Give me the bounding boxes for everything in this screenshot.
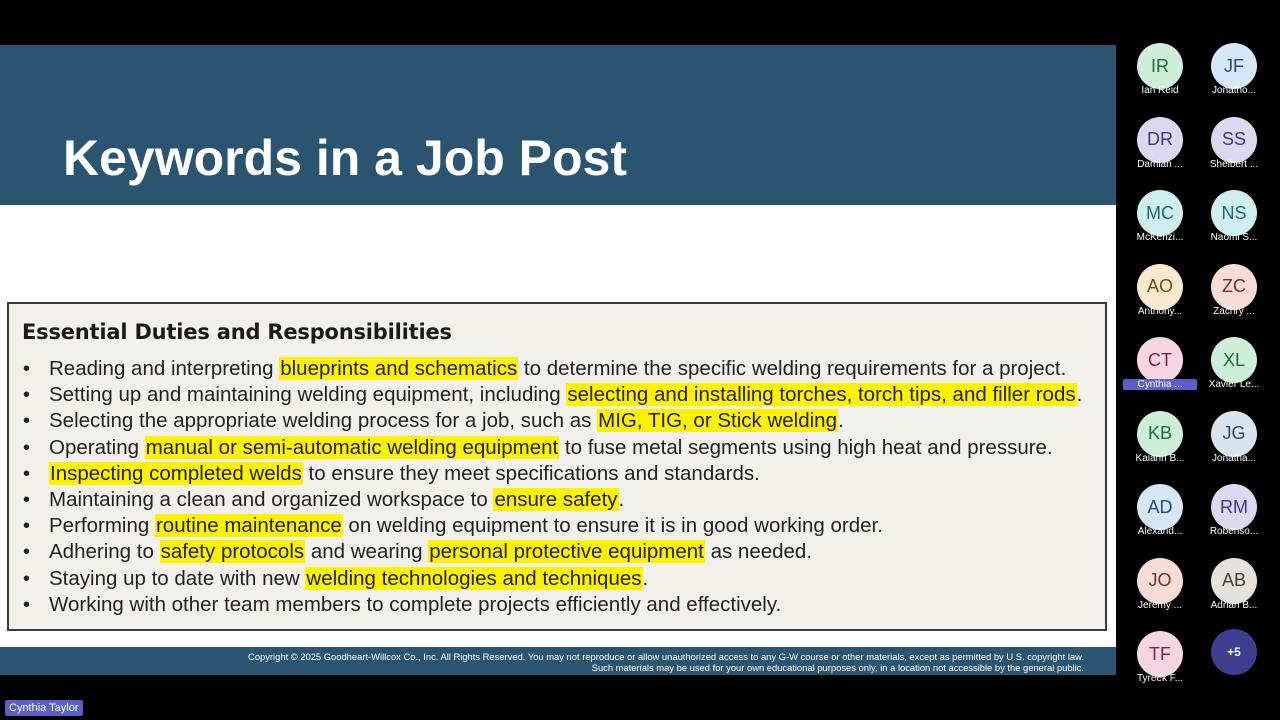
participant-name: Adrian B...: [1210, 599, 1258, 611]
participant-name: Alexand...: [1137, 526, 1183, 537]
duty-text: Working with other team members to complete projects efficiently and effectively.: [49, 592, 782, 616]
duty-item: [23, 566, 1082, 592]
participant-name: Tyreek F...: [1136, 673, 1184, 684]
participant-tile[interactable]: [1195, 147, 1273, 243]
participant-avatar: XL: [1211, 337, 1257, 383]
participant-name: Jonatho...: [1212, 85, 1256, 96]
participant-avatar: CT: [1137, 337, 1183, 383]
duty-text: .: [618, 487, 625, 511]
copyright-line-1: Copyright © 2025 Goodheart-Willcox Co., Inc. All Rights Reserved. You may not reproduce or allow unauthorized access to any G-W course or other materials, except as permitted by U.S. copyright law.: [248, 651, 1084, 662]
duty-text: Staying up to date with new: [49, 566, 306, 590]
duties-list: [23, 356, 1082, 618]
participant-tile[interactable]: [1121, 221, 1199, 317]
participant-avatar: ZC: [1211, 264, 1257, 310]
participant-avatar: JO: [1137, 558, 1183, 604]
participant-name: Zachry ...: [1213, 305, 1255, 317]
duty-text: Setting up and maintaining welding equipment, including: [49, 383, 567, 407]
duty-text: to determine the specific welding requirements for a project.: [518, 357, 1067, 380]
duty-item: [23, 592, 1082, 618]
copyright-line-2: Such materials may be used for your own educational purposes only, in a location not accessible by the general public.: [591, 662, 1084, 673]
participant-tile[interactable]: [1195, 0, 1273, 96]
highlighted-keyword: personal protective equipment: [429, 540, 704, 564]
participants-panel: [1116, 0, 1280, 720]
participant-avatar: DR: [1137, 117, 1183, 163]
participant-avatar: KB: [1137, 411, 1183, 457]
participant-name: Anthony...: [1137, 305, 1183, 317]
duty-item: [23, 461, 1082, 487]
participant-avatar: SS: [1211, 117, 1257, 163]
duty-text: and wearing: [305, 540, 429, 564]
participant-avatar: JF: [1211, 43, 1257, 89]
participant-tile[interactable]: [1121, 515, 1199, 611]
participant-name: Kaiann B...: [1135, 452, 1185, 464]
participant-tile[interactable]: [1121, 147, 1199, 243]
participant-tile[interactable]: [1195, 368, 1273, 464]
participant-name: Jeremy ...: [1138, 599, 1182, 611]
highlighted-keyword: safety protocols: [160, 540, 305, 564]
participant-name: McKenzi...: [1136, 232, 1184, 243]
participant-tile[interactable]: [1121, 588, 1199, 684]
duty-text: on welding equipment to ensure it is in good working order.: [342, 514, 883, 538]
participant-tile[interactable]: [1121, 441, 1199, 537]
duty-item: [23, 435, 1082, 461]
duty-text: .: [642, 566, 649, 590]
highlighted-keyword: selecting and installing torches, torch tips, and filler rods: [567, 383, 1076, 407]
copyright-notice: [248, 651, 1084, 673]
participant-name: Robenso...: [1209, 526, 1259, 537]
highlighted-keyword: ensure safety: [494, 487, 618, 511]
participant-tile[interactable]: [1195, 221, 1273, 317]
participant-name: Ian Reid: [1141, 85, 1179, 96]
duty-text: Maintaining a clean and organized workspace to: [49, 487, 494, 511]
participant-avatar: AO: [1137, 264, 1183, 310]
duty-item: [23, 539, 1082, 565]
highlighted-keyword: manual or semi-automatic welding equipment: [145, 435, 559, 459]
duty-item: [23, 487, 1082, 513]
duty-item: [23, 513, 1082, 539]
participant-name: Jonatha...: [1212, 452, 1256, 464]
duty-text: .: [1076, 383, 1083, 407]
duty-text: Operating: [49, 435, 145, 459]
participant-avatar: RM: [1211, 484, 1257, 530]
participant-name: Cynthia ...: [1123, 379, 1197, 390]
duty-text: to ensure they meet specifications and standards.: [302, 461, 760, 485]
duty-item: [23, 408, 1082, 434]
duty-text: as needed.: [704, 540, 813, 564]
duty-item: [23, 382, 1082, 408]
speaker-name-tag: Cynthia Taylor: [5, 700, 83, 716]
participant-tile[interactable]: [1195, 294, 1273, 390]
participant-tile[interactable]: [1195, 441, 1273, 537]
participant-avatar: JG: [1211, 411, 1257, 457]
participant-name: Xavier Le...: [1208, 379, 1260, 390]
slide-header: [0, 45, 1116, 205]
slide-footer: [0, 647, 1116, 675]
participant-avatar: NS: [1211, 190, 1257, 236]
duties-heading: Essential Duties and Responsibilities: [22, 320, 452, 344]
duty-text: Reading and interpreting: [49, 357, 280, 380]
duties-box: [7, 302, 1107, 631]
highlighted-keyword: welding technologies and techniques: [306, 566, 642, 590]
duty-text: Performing: [49, 514, 155, 538]
duty-text: to fuse metal segments using high heat and pressure.: [559, 435, 1053, 459]
highlighted-keyword: blueprints and schematics: [280, 357, 518, 380]
participant-name: Shelbert ...: [1209, 158, 1259, 170]
participant-tile[interactable]: [1195, 515, 1273, 611]
participant-tile[interactable]: [1121, 0, 1199, 96]
highlighted-keyword: MIG, TIG, or Stick welding: [598, 409, 837, 433]
slide-title: Keywords in a Job Post: [63, 130, 628, 186]
participant-name: Naomi S...: [1210, 232, 1258, 243]
participant-avatar: AD: [1137, 484, 1183, 530]
shared-slide: [0, 45, 1116, 675]
highlighted-keyword: Inspecting completed welds: [50, 461, 302, 485]
duty-text: Selecting the appropriate welding process for a job, such as: [49, 409, 598, 433]
participant-tile[interactable]: [1121, 74, 1199, 170]
participant-name: Damian ...: [1137, 158, 1183, 170]
duty-item: [23, 356, 1082, 382]
duty-text: .: [837, 409, 844, 433]
participant-avatar: IR: [1137, 43, 1183, 89]
highlighted-keyword: routine maintenance: [155, 514, 342, 538]
more-participants-button[interactable]: +5: [1211, 629, 1257, 675]
participant-tile[interactable]: [1121, 294, 1199, 390]
participant-avatar: MC: [1137, 190, 1183, 236]
participant-avatar: AB: [1211, 558, 1257, 604]
duty-text: Adhering to: [49, 540, 160, 564]
participant-tile[interactable]: [1121, 368, 1199, 464]
participant-tile[interactable]: [1195, 74, 1273, 170]
participant-avatar: TF: [1137, 631, 1183, 677]
